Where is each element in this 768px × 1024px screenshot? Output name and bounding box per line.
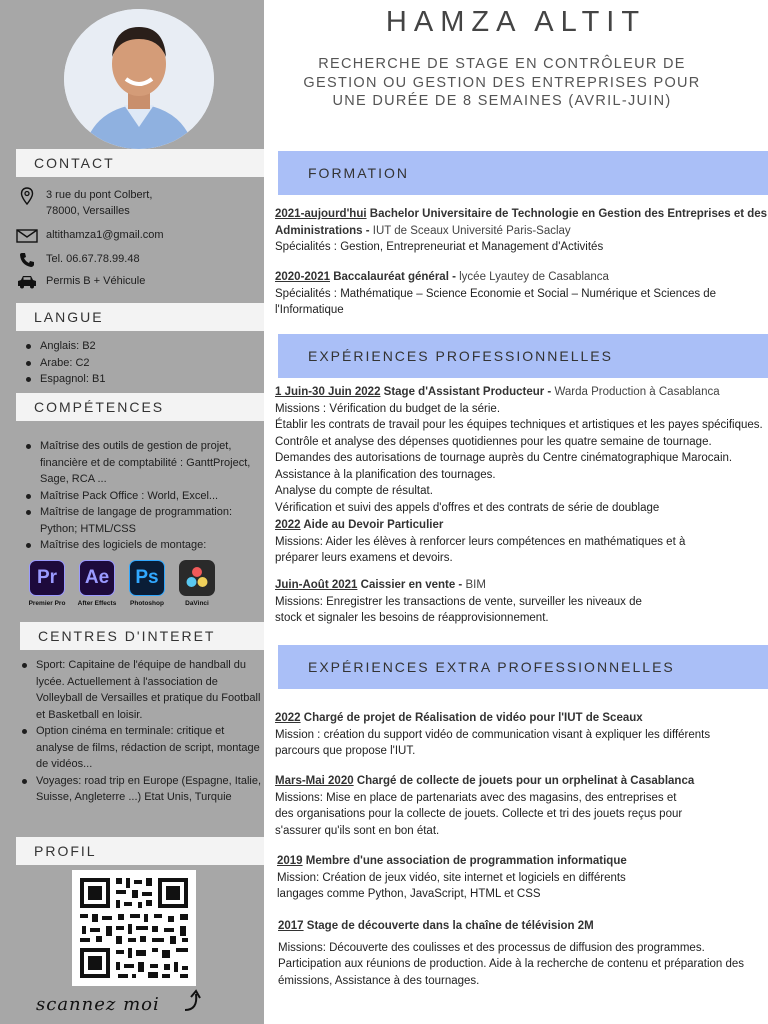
entry-line: Vérification et suivi des appels d'offres et des contrats de série de doublage <box>275 501 660 514</box>
entry-title: Bachelor Universitaire de Technologie en Gestion des Entreprises et des Administrations - <box>275 208 768 237</box>
app-caption: Premier Pro <box>28 600 66 607</box>
competences-list <box>24 438 260 554</box>
list-item: Sport: Capitaine de l'équipe de handball du lycée. Actuellement à l'association de Volleyball de Versailles et pratique du Football et Basketball en loisir. <box>20 657 262 723</box>
extra-heading: EXPÉRIENCES EXTRA PROFESSIONNELLES <box>278 645 768 689</box>
experiences-heading: EXPÉRIENCES PROFESSIONNELLES <box>278 334 768 378</box>
premiere-pro-app <box>28 560 66 607</box>
list-item: Anglais: B2 <box>24 338 105 355</box>
entry-line: des organisations pour la collecte de jouets. Collecte et tri des jouets reçus pour <box>275 808 683 820</box>
address-line-2: 78000, Versailles <box>46 205 130 217</box>
entry-title: Baccalauréat général - <box>330 271 460 283</box>
entry-title: Chargé de collecte de jouets pour un orphelinat à Casablanca <box>353 775 695 787</box>
candidate-name: HAMZA ALTIT <box>385 6 647 38</box>
formation-entry <box>275 269 768 319</box>
experience-entry <box>275 577 768 627</box>
entry-line: stock et signaler les besoins de réapprovisionnement. <box>275 612 549 624</box>
entry-date: Mars-Mai 2020 <box>275 775 354 787</box>
entry-date: 2019 <box>277 855 303 867</box>
entry-line: Missions: Enregistrer les transactions de vente, surveiller les niveaux de <box>275 595 642 608</box>
entry-title: Stage d'Assistant Producteur - <box>380 386 555 398</box>
photoshop-app <box>128 560 166 607</box>
entry-title: Membre d'une association de programmation informatique <box>302 855 627 867</box>
davinci-icon <box>179 560 215 596</box>
list-item: Maîtrise de langage de programmation: Python; HTML/CSS <box>24 504 260 537</box>
extra-entry <box>275 773 768 839</box>
entry-line: Demandes des autorisations de tournage auprès du Centre cinématographique Marocain. <box>275 452 733 464</box>
phone-number[interactable]: Tel. 06.67.78.99.48 <box>46 253 140 265</box>
software-icons <box>28 560 216 607</box>
extra-entry <box>278 918 768 989</box>
scan-me-label: scannez moi <box>36 994 160 1015</box>
contact-heading: CONTACT <box>16 149 264 177</box>
langue-list <box>24 338 105 388</box>
entry-title: Caissier en vente - <box>357 579 466 591</box>
entry-line: Participation aux réunions de production. Aide à la recherche de contenu et préparation des <box>278 958 745 970</box>
interets-list <box>20 657 262 806</box>
entry-line: Missions: Découverte des coulisses et des processus de diffusion des programmes. <box>278 941 705 954</box>
car-icon <box>16 273 38 291</box>
entry-line: Mission: Création de jeux vidéo, site internet et logiciels en différents <box>277 871 626 884</box>
map-pin-icon <box>16 187 38 205</box>
entry-line: Contrôle et analyse des dépenses quotidiennes pour les quatre semaine de tournage. <box>275 435 712 448</box>
contact-address <box>16 187 152 219</box>
contact-permit <box>16 273 145 291</box>
entry-line: Missions : Vérification du budget de la série. <box>275 402 501 415</box>
premiere-pro-icon: Pr <box>29 560 65 596</box>
davinci-app <box>178 560 216 607</box>
entry-date: 2017 <box>278 920 304 932</box>
after-effects-icon: Ae <box>79 560 115 596</box>
app-caption: Photoshop <box>130 600 164 607</box>
after-effects-app <box>78 560 116 607</box>
formation-entry <box>275 206 768 256</box>
extra-entry <box>277 853 768 903</box>
entry-date: 2022 <box>275 712 301 724</box>
entry-line: Missions: Mise en place de partenariats avec des magasins, des entreprises et <box>275 791 677 804</box>
entry-date: Juin-Août 2021 <box>275 579 358 591</box>
interets-heading: CENTRES D'INTERET <box>20 622 264 650</box>
entry-title: Chargé de projet de Réalisation de vidéo pour l'IUT de Sceaux <box>300 712 643 724</box>
entry-line: Analyse du compte de résultat. <box>275 485 433 497</box>
entry-org: BIM <box>465 579 486 591</box>
entry-org: lycée Lyautey de Casablanca <box>459 271 609 283</box>
app-caption: DaVinci <box>185 600 209 607</box>
list-item: Arabe: C2 <box>24 355 105 372</box>
entry-line: Spécialités : Mathématique – Science Economie et Social – Numérique et Sciences de l'Informatique <box>275 287 717 316</box>
entry-line: s'assurer qu'ils sont en bon état. <box>275 824 440 837</box>
profil-heading: PROFIL <box>16 837 264 865</box>
address-line-1: 3 rue du pont Colbert, <box>46 189 153 201</box>
entry-line: parcours que propose l'IUT. <box>275 745 416 757</box>
profile-photo <box>64 9 214 149</box>
entry-line: Assistance à la planification des tournages. <box>275 468 496 481</box>
contact-email <box>16 227 164 245</box>
list-item: Option cinéma en terminale: critique et analyse de films, rédaction de script, montage de vidéos... <box>20 723 262 773</box>
objective-statement: RECHERCHE DE STAGE EN CONTRÔLEUR DE GESTION OU GESTION DES ENTREPRISES POUR UNE DURÉE DE 8 SEMAINES (AVRIL-JUIN) <box>303 56 701 109</box>
list-item: Maîtrise Pack Office : World, Excel... <box>24 488 260 505</box>
entry-line: Spécialités : Gestion, Entrepreneuriat et Management d'Activités <box>275 241 604 253</box>
sidebar <box>0 0 264 1024</box>
qr-code[interactable] <box>72 870 196 986</box>
langue-heading: LANGUE <box>16 303 264 331</box>
entry-line: Établir les contrats de travail pour les équipes techniques et artistiques et les payes spécifiques. <box>275 419 763 431</box>
entry-date: 2022 <box>275 519 301 531</box>
app-caption: After Effects <box>77 600 117 607</box>
extra-entry <box>275 710 768 760</box>
entry-title: Stage de découverte dans la chaîne de télévision 2M <box>303 920 594 932</box>
entry-line: émissions, Assistance à des tournages. <box>278 974 480 987</box>
list-item: Maîtrise des outils de gestion de projet, financière et de comptabilité : GanttProject, Sage, RCA ... <box>24 438 260 488</box>
experience-entry <box>275 384 768 516</box>
curved-arrow-icon <box>182 988 204 1019</box>
entry-line: Mission : création du support vidéo de communication visant à expliquer les différents <box>275 728 711 741</box>
email-link[interactable]: altithamza1@gmail.com <box>46 229 164 241</box>
entry-line: Missions: Aider les élèves à renforcer leurs compétences en mathématiques et à <box>275 535 686 548</box>
competences-heading: COMPÉTENCES <box>16 393 264 421</box>
entry-date: 2021-aujourd'hui <box>275 208 367 220</box>
formation-heading: FORMATION <box>278 151 768 195</box>
mail-icon <box>16 227 38 245</box>
contact-phone <box>16 251 140 269</box>
entry-line: langages comme Python, JavaScript, HTML et CSS <box>277 888 541 900</box>
phone-icon <box>16 251 38 269</box>
list-item: Voyages: road trip en Europe (Espagne, Italie, Suisse, Angleterre ...) Etat Unis, Turquie <box>20 773 262 806</box>
list-item: Espagnol: B1 <box>24 371 105 388</box>
entry-org: IUT de Sceaux Université Paris-Saclay <box>372 224 571 237</box>
entry-title: Aide au Devoir Particulier <box>300 519 444 531</box>
entry-date: 1 Juin-30 Juin 2022 <box>275 386 381 398</box>
entry-date: 2020-2021 <box>275 271 330 283</box>
entry-line: préparer leurs examens et devoirs. <box>275 552 453 564</box>
entry-org: Warda Production à Casablanca <box>554 386 720 398</box>
list-item: Maîtrise des logiciels de montage: <box>24 537 260 554</box>
driving-permit: Permis B + Véhicule <box>46 275 146 287</box>
photoshop-icon: Ps <box>129 560 165 596</box>
experience-entry <box>275 517 768 567</box>
